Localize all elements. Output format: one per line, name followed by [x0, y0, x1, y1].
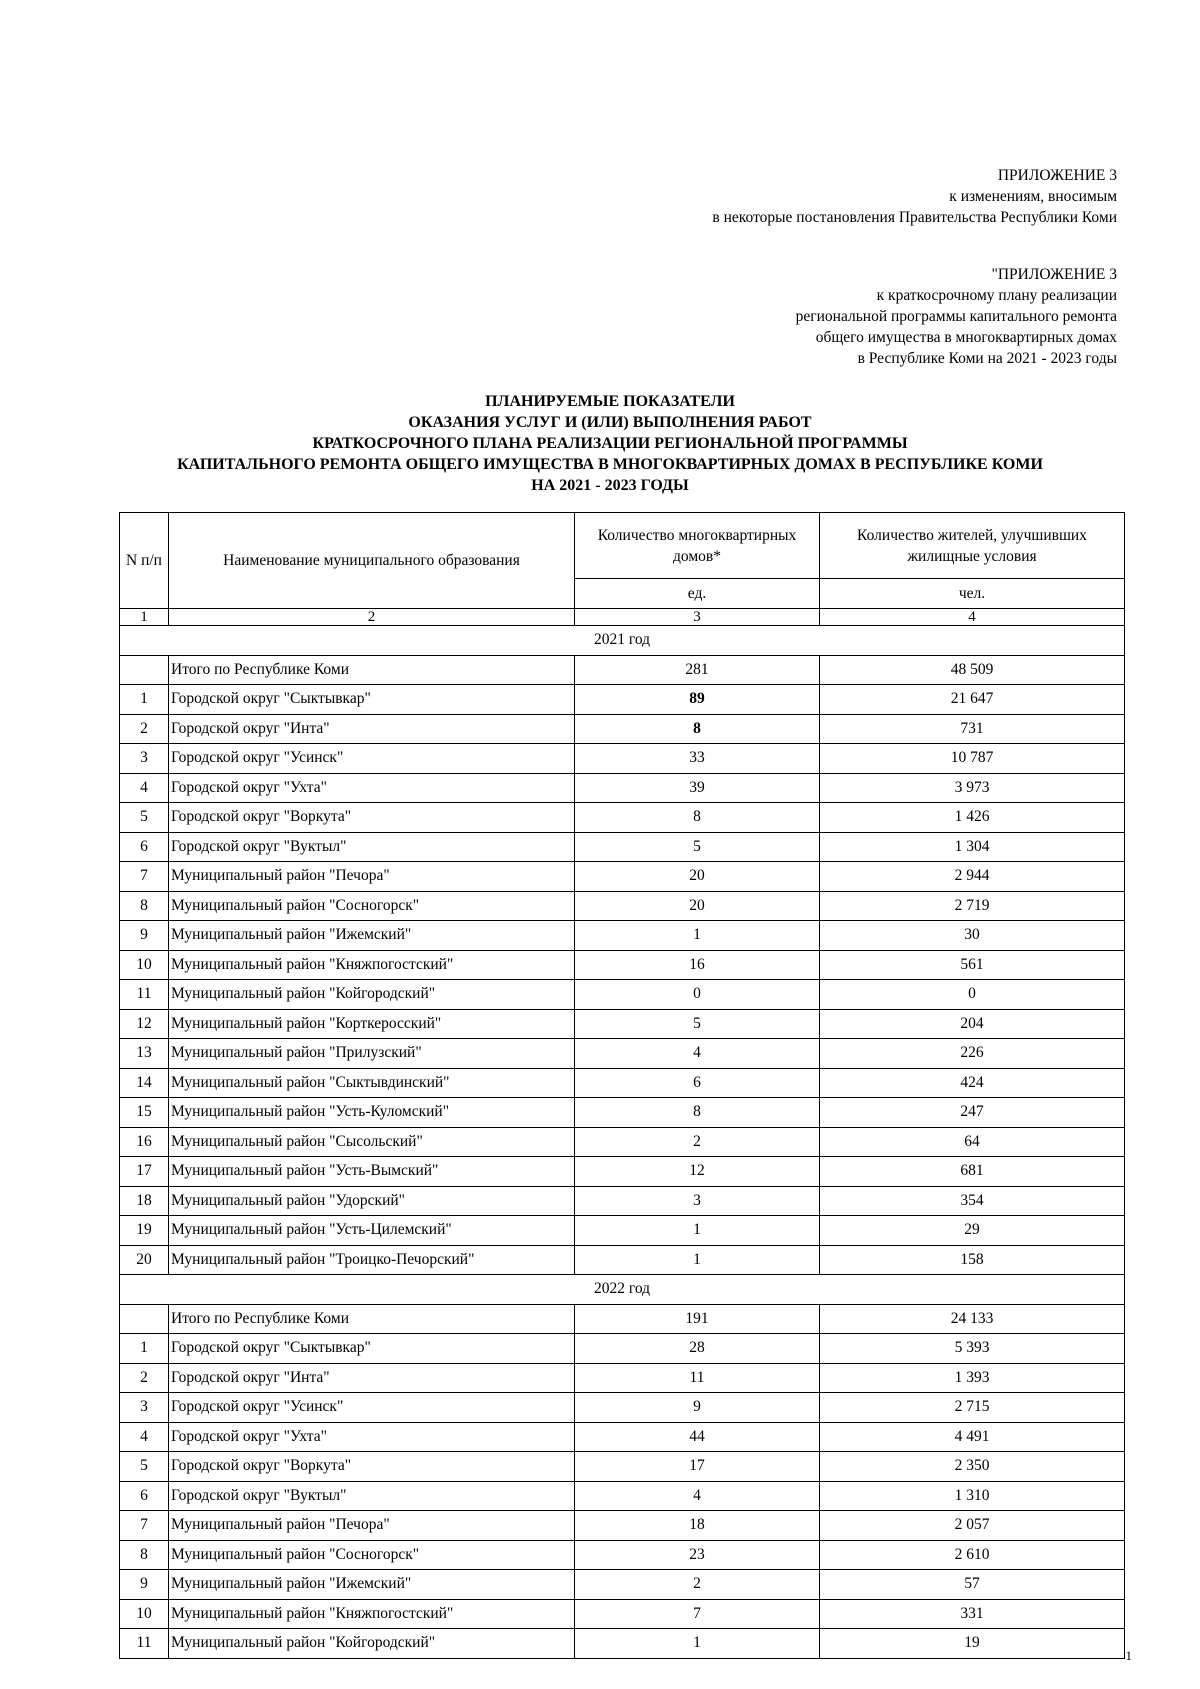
houses-count: 4: [575, 1481, 820, 1511]
residents-count: 561: [820, 950, 1125, 980]
table-row: [120, 1098, 1125, 1128]
document-title: [100, 391, 1120, 496]
houses-count: 8: [575, 803, 820, 833]
table-row: [120, 921, 1125, 951]
appendix-line: к краткосрочному плану реализации: [876, 287, 1117, 304]
houses-count: 5: [575, 1009, 820, 1039]
municipality-name: Городской округ "Усинск": [169, 744, 575, 774]
row-number: 7: [120, 862, 169, 892]
table-row: [120, 980, 1125, 1010]
table-row: [120, 773, 1125, 803]
municipality-name: Муниципальный район "Сосногорск": [169, 891, 575, 921]
table-row: [120, 685, 1125, 715]
residents-count: 3 973: [820, 773, 1125, 803]
municipality-name: Городской округ "Вуктыл": [169, 832, 575, 862]
municipality-name: Городской округ "Сыктывкар": [169, 1334, 575, 1364]
residents-count: 424: [820, 1068, 1125, 1098]
column-number: 4: [820, 609, 1125, 626]
houses-count: 9: [575, 1393, 820, 1423]
municipality-name: Муниципальный район "Сосногорск": [169, 1540, 575, 1570]
row-number: 10: [120, 950, 169, 980]
houses-count: 28: [575, 1334, 820, 1364]
municipality-name: Муниципальный район "Прилузский": [169, 1039, 575, 1069]
appendix-title: "ПРИЛОЖЕНИЕ 3: [991, 266, 1117, 283]
houses-count: 1: [575, 921, 820, 951]
residents-count: 2 350: [820, 1452, 1125, 1482]
appendix-line: общего имущества в многоквартирных домах: [815, 329, 1117, 346]
residents-count: 5 393: [820, 1334, 1125, 1364]
header-name: Наименование муниципального образования: [169, 513, 575, 609]
table-row: [120, 744, 1125, 774]
unit-residents: чел.: [820, 579, 1125, 609]
row-number: 11: [120, 980, 169, 1010]
municipality-name: Муниципальный район "Усть-Куломский": [169, 1098, 575, 1128]
row-number: 2: [120, 1363, 169, 1393]
residents-count: 2 057: [820, 1511, 1125, 1541]
table-row: [120, 1570, 1125, 1600]
residents-count: 354: [820, 1186, 1125, 1216]
table-row: [120, 1422, 1125, 1452]
houses-count: 5: [575, 832, 820, 862]
total-houses: 281: [575, 655, 820, 685]
residents-count: 2 610: [820, 1540, 1125, 1570]
municipality-name: Муниципальный район "Удорский": [169, 1186, 575, 1216]
table-row: [120, 1009, 1125, 1039]
row-number: 7: [120, 1511, 169, 1541]
residents-count: 1 310: [820, 1481, 1125, 1511]
table-row: [120, 1481, 1125, 1511]
municipality-name: Городской округ "Воркута": [169, 1452, 575, 1482]
houses-count: 18: [575, 1511, 820, 1541]
table-row: [120, 862, 1125, 892]
row-number: 9: [120, 1570, 169, 1600]
municipality-name: Городской округ "Ухта": [169, 1422, 575, 1452]
municipality-name: Городской округ "Воркута": [169, 803, 575, 833]
residents-count: 158: [820, 1245, 1125, 1275]
appendix-reference: [796, 264, 1117, 369]
appendix-header: [712, 165, 1117, 228]
municipality-name: Муниципальный район "Усть-Цилемский": [169, 1216, 575, 1246]
municipality-name: Муниципальный район "Койгородский": [169, 980, 575, 1010]
total-houses: 191: [575, 1304, 820, 1334]
residents-count: 2 715: [820, 1393, 1125, 1423]
row-number: 15: [120, 1098, 169, 1128]
row-number: 18: [120, 1186, 169, 1216]
column-number: 2: [169, 609, 575, 626]
houses-count: 12: [575, 1157, 820, 1187]
houses-count: 89: [575, 685, 820, 715]
municipality-name: Муниципальный район "Койгородский": [169, 1629, 575, 1659]
residents-count: 331: [820, 1599, 1125, 1629]
municipality-name: Муниципальный район "Сыктывдинский": [169, 1068, 575, 1098]
row-number: 6: [120, 832, 169, 862]
year-label: 2021 год: [120, 626, 1125, 656]
residents-count: 4 491: [820, 1422, 1125, 1452]
appendix-line: в некоторые постановления Правительства Республики Коми: [712, 209, 1117, 226]
residents-count: 57: [820, 1570, 1125, 1600]
houses-count: 23: [575, 1540, 820, 1570]
houses-count: 4: [575, 1039, 820, 1069]
municipality-name: Муниципальный район "Ижемский": [169, 921, 575, 951]
residents-count: 204: [820, 1009, 1125, 1039]
header-houses: Количество многоквартирных домов*: [575, 513, 820, 579]
row-number: 2: [120, 714, 169, 744]
table-row: [120, 1511, 1125, 1541]
houses-count: 1: [575, 1216, 820, 1246]
title-line: ОКАЗАНИЯ УСЛУГ И (ИЛИ) ВЫПОЛНЕНИЯ РАБОТ: [408, 414, 812, 431]
row-number: 3: [120, 744, 169, 774]
houses-count: 17: [575, 1452, 820, 1482]
residents-count: 226: [820, 1039, 1125, 1069]
houses-count: 0: [575, 980, 820, 1010]
row-number: 12: [120, 1009, 169, 1039]
municipality-name: Муниципальный район "Печора": [169, 862, 575, 892]
residents-count: 0: [820, 980, 1125, 1010]
row-number: 20: [120, 1245, 169, 1275]
row-number: 8: [120, 891, 169, 921]
table-row: [120, 1393, 1125, 1423]
municipality-name: Городской округ "Инта": [169, 1363, 575, 1393]
houses-count: 16: [575, 950, 820, 980]
row-number: 10: [120, 1599, 169, 1629]
municipality-name: Городской округ "Вуктыл": [169, 1481, 575, 1511]
total-residents: 48 509: [820, 655, 1125, 685]
municipality-name: Муниципальный район "Корткеросский": [169, 1009, 575, 1039]
municipality-name: Муниципальный район "Троицко-Печорский": [169, 1245, 575, 1275]
row-number: 6: [120, 1481, 169, 1511]
row-number: 14: [120, 1068, 169, 1098]
houses-count: 2: [575, 1127, 820, 1157]
page-number: 1: [1125, 1648, 1132, 1663]
residents-count: 1 426: [820, 803, 1125, 833]
municipality-name: Городской округ "Инта": [169, 714, 575, 744]
table-row: [120, 891, 1125, 921]
unit-houses: ед.: [575, 579, 820, 609]
row-number: 5: [120, 1452, 169, 1482]
residents-count: 10 787: [820, 744, 1125, 774]
year-label: 2022 год: [120, 1275, 1125, 1305]
table-row: [120, 714, 1125, 744]
residents-count: 247: [820, 1098, 1125, 1128]
houses-count: 20: [575, 862, 820, 892]
residents-count: 30: [820, 921, 1125, 951]
row-number: 1: [120, 1334, 169, 1364]
table-header-row: [120, 513, 1125, 579]
total-row: [120, 1304, 1125, 1334]
table-row: [120, 1039, 1125, 1069]
table-row: [120, 832, 1125, 862]
municipality-name: Городской округ "Сыктывкар": [169, 685, 575, 715]
houses-count: 2: [575, 1570, 820, 1600]
houses-count: 3: [575, 1186, 820, 1216]
row-number: 8: [120, 1540, 169, 1570]
row-number: 11: [120, 1629, 169, 1659]
year-header-row: [120, 626, 1125, 656]
column-number: 1: [120, 609, 169, 626]
table-row: [120, 803, 1125, 833]
row-number: 1: [120, 685, 169, 715]
appendix-line: региональной программы капитального ремонта: [795, 308, 1117, 325]
appendix-line: к изменениям, вносимым: [949, 188, 1117, 205]
table-row: [120, 1245, 1125, 1275]
houses-count: 1: [575, 1629, 820, 1659]
row-number: 5: [120, 803, 169, 833]
municipality-name: Муниципальный район "Усть-Вымский": [169, 1157, 575, 1187]
table-row: [120, 1068, 1125, 1098]
title-line: КРАТКОСРОЧНОГО ПЛАНА РЕАЛИЗАЦИИ РЕГИОНАЛЬНОЙ ПРОГРАММЫ: [312, 435, 908, 452]
residents-count: 731: [820, 714, 1125, 744]
total-no-cell: [120, 655, 169, 685]
municipality-name: Городской округ "Ухта": [169, 773, 575, 803]
table-row: [120, 1157, 1125, 1187]
municipality-name: Городской округ "Усинск": [169, 1393, 575, 1423]
residents-count: 1 393: [820, 1363, 1125, 1393]
residents-count: 21 647: [820, 685, 1125, 715]
title-line: КАПИТАЛЬНОГО РЕМОНТА ОБЩЕГО ИМУЩЕСТВА В МНОГОКВАРТИРНЫХ ДОМАХ В РЕСПУБЛИКЕ КОМИ: [177, 456, 1043, 473]
table-row: [120, 1216, 1125, 1246]
houses-count: 20: [575, 891, 820, 921]
houses-count: 39: [575, 773, 820, 803]
residents-count: 2 719: [820, 891, 1125, 921]
table-row: [120, 950, 1125, 980]
year-header-row: [120, 1275, 1125, 1305]
row-number: 4: [120, 773, 169, 803]
houses-count: 6: [575, 1068, 820, 1098]
appendix-title: ПРИЛОЖЕНИЕ 3: [997, 167, 1117, 184]
total-no-cell: [120, 1304, 169, 1334]
row-number: 3: [120, 1393, 169, 1423]
column-number: 3: [575, 609, 820, 626]
residents-count: 19: [820, 1629, 1125, 1659]
table-row: [120, 1629, 1125, 1659]
table-column-numbers-row: [120, 609, 1125, 626]
table-row: [120, 1127, 1125, 1157]
row-number: 13: [120, 1039, 169, 1069]
row-number: 9: [120, 921, 169, 951]
municipality-name: Муниципальный район "Княжпогостский": [169, 950, 575, 980]
municipality-name: Муниципальный район "Княжпогостский": [169, 1599, 575, 1629]
houses-count: 44: [575, 1422, 820, 1452]
municipality-name: Муниципальный район "Ижемский": [169, 1570, 575, 1600]
total-row: [120, 655, 1125, 685]
residents-count: 29: [820, 1216, 1125, 1246]
table-row: [120, 1186, 1125, 1216]
row-number: 4: [120, 1422, 169, 1452]
header-no: N п/п: [120, 513, 169, 609]
table-row: [120, 1452, 1125, 1482]
table-row: [120, 1363, 1125, 1393]
row-number: 16: [120, 1127, 169, 1157]
municipality-name: Муниципальный район "Сысольский": [169, 1127, 575, 1157]
title-line: ПЛАНИРУЕМЫЕ ПОКАЗАТЕЛИ: [485, 393, 735, 410]
residents-count: 64: [820, 1127, 1125, 1157]
houses-count: 8: [575, 1098, 820, 1128]
row-number: 19: [120, 1216, 169, 1246]
header-residents: Количество жителей, улучшивших жилищные условия: [820, 513, 1125, 579]
table-row: [120, 1334, 1125, 1364]
residents-count: 1 304: [820, 832, 1125, 862]
houses-count: 1: [575, 1245, 820, 1275]
total-residents: 24 133: [820, 1304, 1125, 1334]
title-line: НА 2021 - 2023 ГОДЫ: [531, 477, 689, 494]
total-name: Итого по Республике Коми: [169, 1304, 575, 1334]
total-name: Итого по Республике Коми: [169, 655, 575, 685]
houses-count: 11: [575, 1363, 820, 1393]
houses-count: 33: [575, 744, 820, 774]
houses-count: 7: [575, 1599, 820, 1629]
indicators-table: [119, 512, 1125, 1659]
residents-count: 2 944: [820, 862, 1125, 892]
residents-count: 681: [820, 1157, 1125, 1187]
houses-count: 8: [575, 714, 820, 744]
table-row: [120, 1599, 1125, 1629]
row-number: 17: [120, 1157, 169, 1187]
municipality-name: Муниципальный район "Печора": [169, 1511, 575, 1541]
appendix-line: в Республике Коми на 2021 - 2023 годы: [857, 350, 1117, 367]
table-row: [120, 1540, 1125, 1570]
